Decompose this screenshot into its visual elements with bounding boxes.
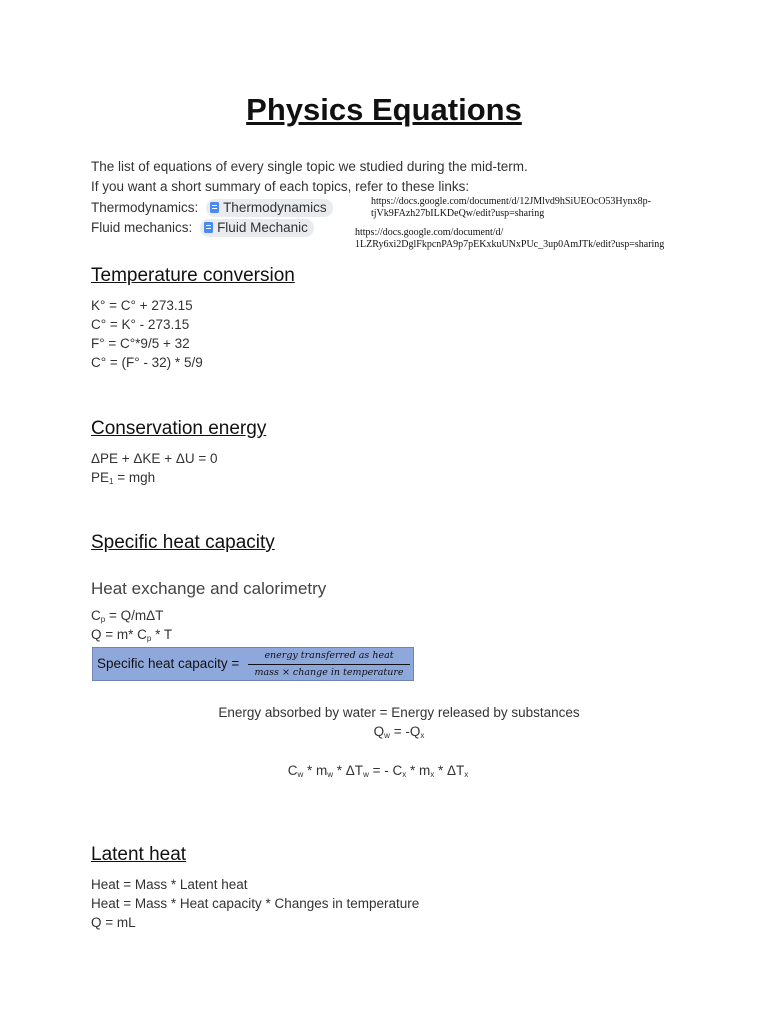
thermodynamics-url[interactable] bbox=[371, 196, 651, 220]
cb-sub-5: x bbox=[430, 770, 435, 779]
conservation-heading: Conservation energy bbox=[91, 418, 267, 439]
cp-equation bbox=[91, 608, 163, 623]
temperature-line-4: C° = (F° - 32) * 5/9 bbox=[91, 355, 203, 370]
latent-heat-heading: Latent heat bbox=[91, 844, 187, 865]
latent-line-3: Q = mL bbox=[91, 915, 136, 930]
fluid-mechanics-url[interactable] bbox=[355, 227, 664, 251]
document-title: Physics Equations bbox=[246, 92, 522, 127]
q-equation bbox=[91, 627, 172, 642]
q-lead: Q = m* C bbox=[91, 627, 147, 642]
formula-denominator: mass × change in temperature bbox=[254, 667, 404, 678]
formula-fraction bbox=[248, 650, 410, 679]
qx-symbol: = -Q bbox=[389, 724, 421, 739]
cb-sub-1: w bbox=[297, 770, 304, 779]
fluid-mechanics-url-line-1: https://docs.google.com/document/d/ bbox=[355, 227, 504, 238]
cb-part-4: = - C bbox=[368, 763, 403, 778]
calorimetry-subheading: Heat exchange and calorimetry bbox=[91, 579, 327, 598]
fluid-mechanics-url-line-2: 1LZRy6xi2DglFkpcnPA9p7pEKxkuUNxPUc_3up0AmJTk/edit?usp=sharing bbox=[355, 239, 665, 250]
cb-part-2: * m bbox=[303, 763, 328, 778]
q-balance-equation bbox=[0, 724, 768, 739]
fluid-mechanics-doc-chip[interactable] bbox=[200, 219, 314, 237]
thermodynamics-url-line-1: https://docs.google.com/document/d/12JMlvd9hSiUEOcO53Hynx8p- bbox=[371, 196, 651, 207]
cb-part-3: * ΔT bbox=[333, 763, 364, 778]
thermodynamics-label: Thermodynamics: bbox=[91, 200, 199, 215]
latent-line-2: Heat = Mass * Heat capacity * Changes in temperature bbox=[91, 896, 420, 911]
thermodynamics-chip-label: Thermodynamics bbox=[223, 200, 327, 215]
cb-part-1: C bbox=[287, 763, 298, 778]
cb-sub-4: x bbox=[402, 770, 407, 779]
google-doc-icon bbox=[210, 202, 219, 213]
cb-sub-3: w bbox=[363, 770, 369, 779]
intro-line-1: The list of equations of every single topic we studied during the mid-term. bbox=[91, 159, 528, 174]
google-doc-icon bbox=[204, 222, 213, 233]
qw-symbol: Q bbox=[373, 724, 385, 739]
fluid-mechanics-link-row bbox=[91, 219, 314, 237]
q-subscript: p bbox=[146, 634, 152, 643]
thermodynamics-link-row bbox=[91, 199, 333, 217]
energy-balance-statement: Energy absorbed by water = Energy released by substances bbox=[218, 705, 580, 720]
conservation-line-1: ΔPE + ΔKE + ΔU = 0 bbox=[91, 451, 218, 466]
latent-line-1: Heat = Mass * Latent heat bbox=[91, 877, 248, 892]
formula-label: Specific heat capacity = bbox=[97, 656, 240, 671]
intro-line-2: If you want a short summary of each topics, refer to these links: bbox=[91, 179, 470, 194]
specific-heat-formula-box bbox=[92, 647, 414, 681]
pe-symbol: PE bbox=[91, 470, 110, 485]
thermodynamics-url-line-2: tjVk9FAzh27bILKDeQw/edit?usp=sharing bbox=[371, 208, 545, 219]
temperature-line-2: C° = K° - 273.15 bbox=[91, 317, 190, 332]
cb-sub-2: w bbox=[327, 770, 334, 779]
pe-subscript: 1 bbox=[109, 477, 114, 486]
formula-numerator: energy transferred as heat bbox=[248, 650, 410, 665]
specific-heat-heading: Specific heat capacity bbox=[91, 532, 275, 553]
cp-subscript: p bbox=[100, 615, 106, 624]
cb-sub-6: x bbox=[464, 770, 469, 779]
qw-subscript: w bbox=[384, 731, 390, 740]
q-rest: * T bbox=[151, 627, 173, 642]
pe-rest: = mgh bbox=[113, 470, 156, 485]
cb-part-6: * ΔT bbox=[434, 763, 465, 778]
cp-rest: = Q/mΔT bbox=[105, 608, 164, 623]
c-balance-equation bbox=[0, 763, 756, 778]
temperature-heading: Temperature conversion bbox=[91, 265, 295, 286]
thermodynamics-doc-chip[interactable] bbox=[206, 199, 333, 217]
conservation-line-2 bbox=[91, 470, 155, 485]
temperature-line-1: K° = C° + 273.15 bbox=[91, 298, 193, 313]
cp-symbol: C bbox=[91, 608, 101, 623]
cb-part-5: * m bbox=[406, 763, 431, 778]
fluid-mechanics-chip-label: Fluid Mechanic bbox=[217, 220, 308, 235]
qx-subscript: x bbox=[420, 731, 425, 740]
temperature-line-3: F° = C°*9/5 + 32 bbox=[91, 336, 190, 351]
fluid-mechanics-label: Fluid mechanics: bbox=[91, 220, 193, 235]
